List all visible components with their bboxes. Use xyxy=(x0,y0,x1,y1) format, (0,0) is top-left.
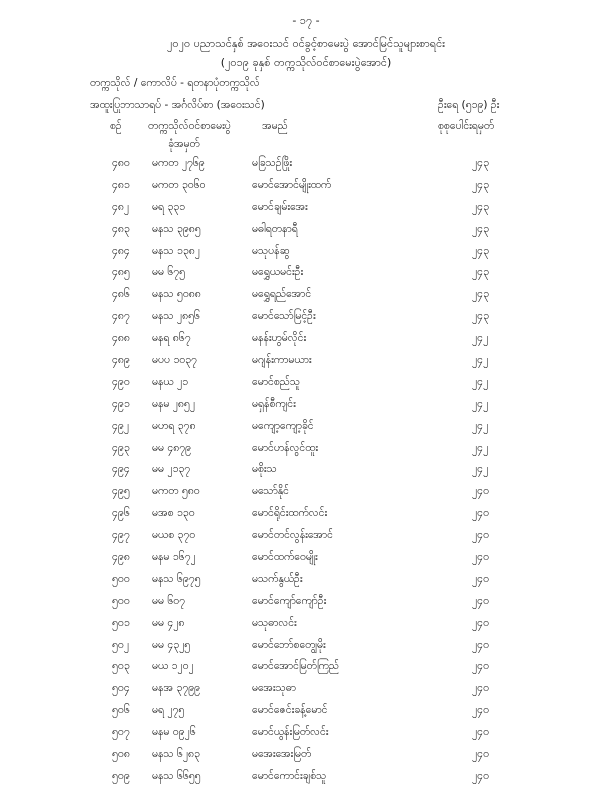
row-marks: ၂၄၂ xyxy=(472,354,489,367)
row-number: ၄၈၈ xyxy=(112,332,130,345)
row-name: မရွှေယမင်းဦး xyxy=(252,266,304,279)
row-marks: ၂၄၂ xyxy=(472,397,489,410)
table-row xyxy=(0,416,612,438)
row-name: မသော်နိုင် xyxy=(252,485,290,498)
row-name: မရှန်စီကျင်း xyxy=(252,397,296,410)
row-name: မောင်ချမ်းအေး xyxy=(252,200,308,213)
row-exam-id: မနသ ၆၂၈၃ xyxy=(152,748,200,761)
row-exam-id: မနမ ၀၉၂၆ xyxy=(152,726,196,739)
row-marks: ၂၄၃ xyxy=(472,178,489,191)
row-name: မောင်ကောင်းချစ်သူ xyxy=(252,769,327,782)
row-marks: ၂၄၀ xyxy=(472,616,489,629)
header-exam-id: တက္ကသိုလ်ဝင်စာမေးပွဲ xyxy=(148,120,231,132)
row-marks: ၂၄၃ xyxy=(472,244,489,257)
table-row xyxy=(0,678,612,700)
row-number: ၄၉၇ xyxy=(112,529,130,542)
row-number: ၅၀၇ xyxy=(112,726,130,739)
row-exam-id: မယစ ၃၇၀ xyxy=(152,529,196,542)
page-number: - ၁၇ - xyxy=(292,14,320,27)
row-name: မအေးသုဓာ xyxy=(252,682,296,695)
row-marks: ၂၄၀ xyxy=(472,638,489,651)
row-marks: ၂၄၀ xyxy=(472,507,489,520)
row-exam-id: မမ ၄၃၂၅ xyxy=(152,638,191,651)
row-number: ၅၀၂ xyxy=(112,638,129,651)
row-number: ၄၉၃ xyxy=(112,441,130,454)
table-row xyxy=(0,744,612,766)
row-name: မောင်ဘော်စတျွေမိုး xyxy=(252,638,326,651)
row-name: မဓါရတနာရီ xyxy=(252,222,298,235)
row-number: ၅၀၆ xyxy=(112,704,130,717)
row-number: ၅၀၄ xyxy=(112,682,130,695)
table-row xyxy=(0,525,612,547)
table-row xyxy=(0,197,612,219)
row-exam-id: မကတ ၅၈၀ xyxy=(152,485,200,498)
row-marks: ၂၄၂ xyxy=(472,375,489,388)
table-row xyxy=(0,613,612,635)
row-marks: ၂၄၀ xyxy=(472,594,489,607)
table-row xyxy=(0,591,612,613)
row-marks: ၂၄၀ xyxy=(472,726,489,739)
row-number: ၅၀၀ xyxy=(112,572,130,585)
row-exam-id: မနမ ၂၈၅၂ xyxy=(152,397,195,410)
row-marks: ၂၄၂ xyxy=(472,419,489,432)
row-exam-id: မနသ ၅၀၈၈ xyxy=(152,288,201,301)
row-name: မောင်စည်သူ xyxy=(252,375,301,388)
row-marks: ၂၄၃ xyxy=(472,200,489,213)
row-exam-id: မပပ ၁၀၃၇ xyxy=(152,354,197,367)
header-no: စဉ် xyxy=(110,120,122,132)
header-name: အမည် xyxy=(262,120,288,132)
row-number: ၄၉၄ xyxy=(112,463,130,476)
row-number: ၅၀၁ xyxy=(112,616,130,629)
row-name: မောင်ကျော်ကျော်ဦး xyxy=(252,594,327,607)
row-exam-id: မမ ၄၂၈ xyxy=(152,616,185,629)
row-name: မောင်ယွန်းမြတ်လင်း xyxy=(252,726,329,739)
row-exam-id: မနရ ၈၆၇ xyxy=(152,332,191,345)
row-number: ၄၈၅ xyxy=(112,266,130,279)
row-number: ၄၉၅ xyxy=(112,485,130,498)
table-row xyxy=(0,547,612,569)
row-exam-id: မမ ၆၇၅ xyxy=(152,266,186,279)
row-name: မဂျန်းကာမယား xyxy=(252,354,312,367)
row-number: ၄၉၆ xyxy=(112,507,130,520)
row-name: မရွှေရည်အောင် xyxy=(252,288,312,301)
table-row xyxy=(0,284,612,306)
row-exam-id: မနသ ၃၉၈၅ xyxy=(152,222,201,235)
table-row xyxy=(0,569,612,591)
row-exam-id: မမ ၆၀၇ xyxy=(152,594,186,607)
row-name: မစိုးသ xyxy=(252,463,277,476)
row-name: မအေးအေးမြတ် xyxy=(252,748,312,761)
row-number: ၄၈၃ xyxy=(112,222,130,235)
row-exam-id: မမ ၂၁၃၇ xyxy=(152,463,191,476)
row-marks: ၂၄၀ xyxy=(472,660,489,673)
table-row xyxy=(0,481,612,503)
table-row xyxy=(0,372,612,394)
row-number: ၄၈၁ xyxy=(112,178,130,191)
row-exam-id: မရ ၃၃၁ xyxy=(152,200,186,213)
row-number: ၄၈၂ xyxy=(112,200,130,213)
row-marks: ၂၄၀ xyxy=(472,682,489,695)
row-name: မသုဓာလင်း xyxy=(252,616,297,629)
row-exam-id: မအစ ၁၃၀ xyxy=(152,507,195,520)
table-row xyxy=(0,350,612,372)
document-subtitle: (၂၀၁၉ ခုနှစ် တက္ကသိုလ်ဝင်စာမေးပွဲအောင်) xyxy=(220,56,392,69)
cutoff-line: ဦးရေ (၅၁၉) ဦး xyxy=(438,99,500,111)
row-exam-id: မနအ ၃၇၉၉ xyxy=(152,682,201,695)
row-number: ၄၈၀ xyxy=(112,157,130,169)
table-row xyxy=(0,766,612,788)
row-marks: ၂၄၃ xyxy=(472,222,489,235)
row-number: ၄၉၈ xyxy=(112,551,130,564)
row-name: မောင်တင်လွန်းအောင် xyxy=(252,529,333,542)
row-exam-id: မမ ၄၈၇၉ xyxy=(152,441,192,454)
row-marks: ၂၄၀ xyxy=(472,485,489,498)
row-name: မသက်နွယ်ဦး xyxy=(252,572,303,585)
table-row xyxy=(0,219,612,241)
row-number: ၄၉၂ xyxy=(112,419,129,432)
header-exam-id-line2: ခုံအမှတ် xyxy=(168,138,200,150)
table-row xyxy=(0,306,612,328)
row-exam-id: မကတ ၃၀၆၀ xyxy=(152,178,206,191)
row-marks: ၂၄၃ xyxy=(472,157,489,169)
row-marks: ၂၄၀ xyxy=(472,769,489,782)
row-marks: ၂၄၂ xyxy=(472,441,489,454)
row-number: ၅၀၀ xyxy=(112,594,130,607)
row-name: မနန်းဟွမ်လိုင်း xyxy=(252,332,307,345)
row-marks: ၂၄၀ xyxy=(472,572,489,585)
table-row xyxy=(0,503,612,525)
major-line: အထူးပြုဘာသာရပ် - အင်္ဂလိပ်စာ (အဝေးသင်) xyxy=(90,99,265,111)
table-row xyxy=(0,635,612,657)
university-line: တက္ကသိုလ် / ကောလိပ် - ရတနာပုံတက္ကသိုလ် xyxy=(90,77,260,89)
row-exam-id: မနသ ၁၃၈၂ xyxy=(152,244,200,257)
row-name: မသုပန်ဆွ xyxy=(252,244,290,257)
document-title: ၂၀၂၀ ပညာသင်နှစ် အဝေးသင် ဝင်ခွင့်စာမေးပွဲ အောင်မြင်သူများစာရင်း xyxy=(167,37,445,50)
table-row xyxy=(0,262,612,284)
row-number: ၅၀၈ xyxy=(112,748,130,761)
row-marks: ၂၄၀ xyxy=(472,529,489,542)
row-marks: ၂၄၀ xyxy=(472,748,489,761)
row-name: မောင်အောင်မျိုးထက် xyxy=(252,178,332,191)
table-row xyxy=(0,438,612,460)
row-marks: ၂၄၂ xyxy=(472,332,489,345)
row-number: ၄၈၄ xyxy=(112,244,130,257)
row-exam-id: မနမ ၁၆၇၂ xyxy=(152,551,196,564)
table-row xyxy=(0,656,612,678)
row-number: ၅၀၉ xyxy=(112,769,130,782)
table-row xyxy=(0,700,612,722)
row-name: မောင်ဇေင်းခန့်မောင် xyxy=(252,704,328,717)
row-number: ၄၈၉ xyxy=(112,354,130,367)
row-name: မကျော့ကျော့ခိုင် xyxy=(252,419,314,432)
row-exam-id: မကတ ၂၇၆၉ xyxy=(152,157,205,169)
row-marks: ၂၄၂ xyxy=(472,463,489,476)
row-name: မောင်သော်မြင့်ဦး xyxy=(252,310,316,323)
row-number: ၄၉၀ xyxy=(112,375,130,388)
row-number: ၄၈၆ xyxy=(112,288,130,301)
table-row xyxy=(0,175,612,197)
row-exam-id: မနယ ၂၁ xyxy=(152,375,189,388)
row-exam-id: မယ ၁၂၀၂ xyxy=(152,660,194,673)
row-name: မခြသဉ်ဖြိုး xyxy=(252,157,293,169)
table-row xyxy=(0,459,612,481)
table-row xyxy=(0,722,612,744)
table-row xyxy=(0,241,612,263)
results-table xyxy=(0,153,612,788)
row-exam-id: မရ ၂၇၅ xyxy=(152,704,185,717)
row-number: ၄၈၇ xyxy=(112,310,130,323)
row-number: ၄၉၁ xyxy=(112,397,130,410)
table-row xyxy=(0,328,612,350)
row-exam-id: မဟရ ၃၇၈ xyxy=(152,419,196,432)
table-row xyxy=(0,394,612,416)
row-marks: ၂၄၀ xyxy=(472,551,489,564)
row-marks: ၂၄၃ xyxy=(472,266,489,279)
header-marks: စုစုပေါင်းရမှတ် xyxy=(438,120,495,132)
row-exam-id: မနသ ၆၉၇၅ xyxy=(152,572,201,585)
row-marks: ၂၄၃ xyxy=(472,288,489,301)
row-marks: ၂၄၃ xyxy=(472,310,489,323)
row-name: မောင်ထက်ဝေမျိုး xyxy=(252,551,318,564)
row-exam-id: မနသ ၆၆၅၅ xyxy=(152,769,201,782)
row-name: မောင်ရိုင်းထက်လင်း xyxy=(252,507,328,520)
row-marks: ၂၄၀ xyxy=(472,704,489,717)
row-number: ၅၀၃ xyxy=(112,660,130,673)
table-row xyxy=(0,153,612,175)
row-name: မောင်ဟန်လွင်ထူး xyxy=(252,441,319,454)
row-name: မောင်အောင်မြတ်ကြည် xyxy=(252,660,340,673)
row-exam-id: မနသ ၂၈၅၆ xyxy=(152,310,200,323)
